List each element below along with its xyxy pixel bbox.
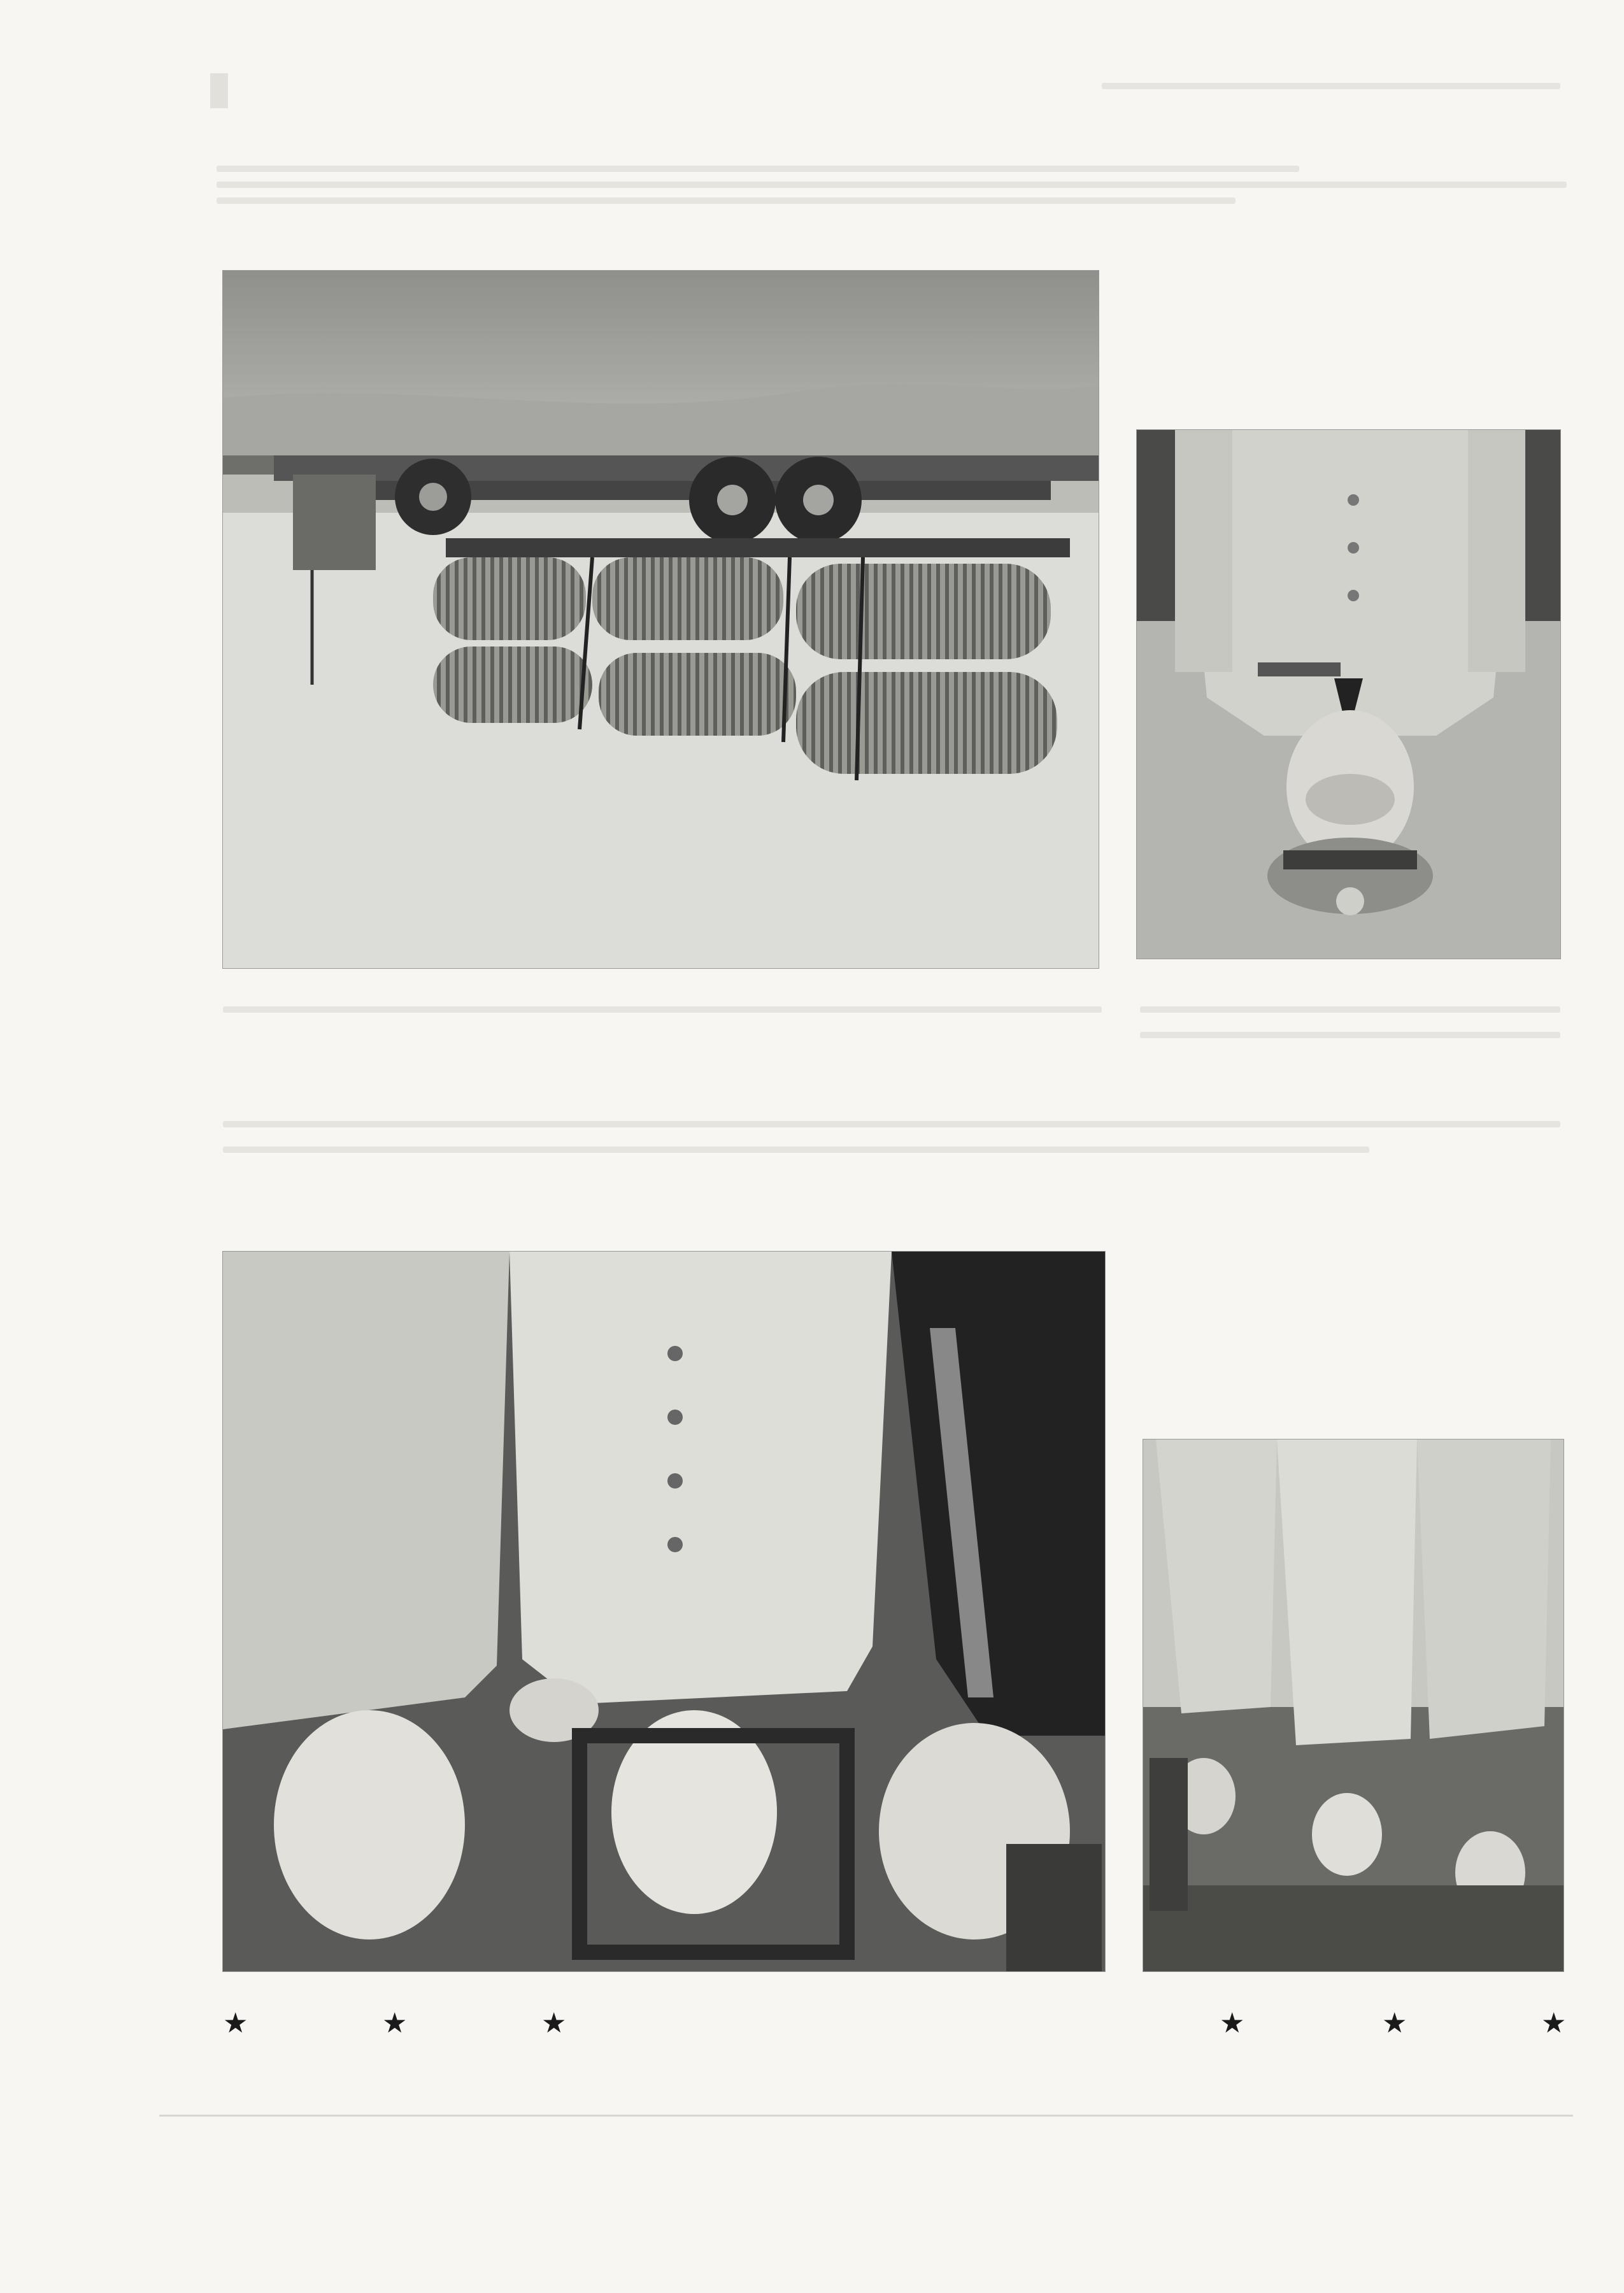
page-bottom-rule	[159, 2115, 1573, 2117]
star-icon: ★	[1541, 2007, 1567, 2039]
photo-three-men-ceremony	[223, 1252, 1105, 1971]
photo-officer-portrait	[1137, 430, 1560, 959]
bleed-through-text-top	[210, 70, 1567, 127]
photo-truck-on-floats	[223, 271, 1099, 968]
star-icon: ★	[1220, 2007, 1245, 2039]
star-icon: ★	[541, 2007, 567, 2039]
star-icon: ★	[223, 2007, 248, 2039]
bleed-through-caption-middle	[223, 994, 1560, 1204]
star-icon: ★	[382, 2007, 408, 2039]
photo-group-officers	[1143, 1439, 1563, 1971]
star-icon: ★	[1382, 2007, 1407, 2039]
